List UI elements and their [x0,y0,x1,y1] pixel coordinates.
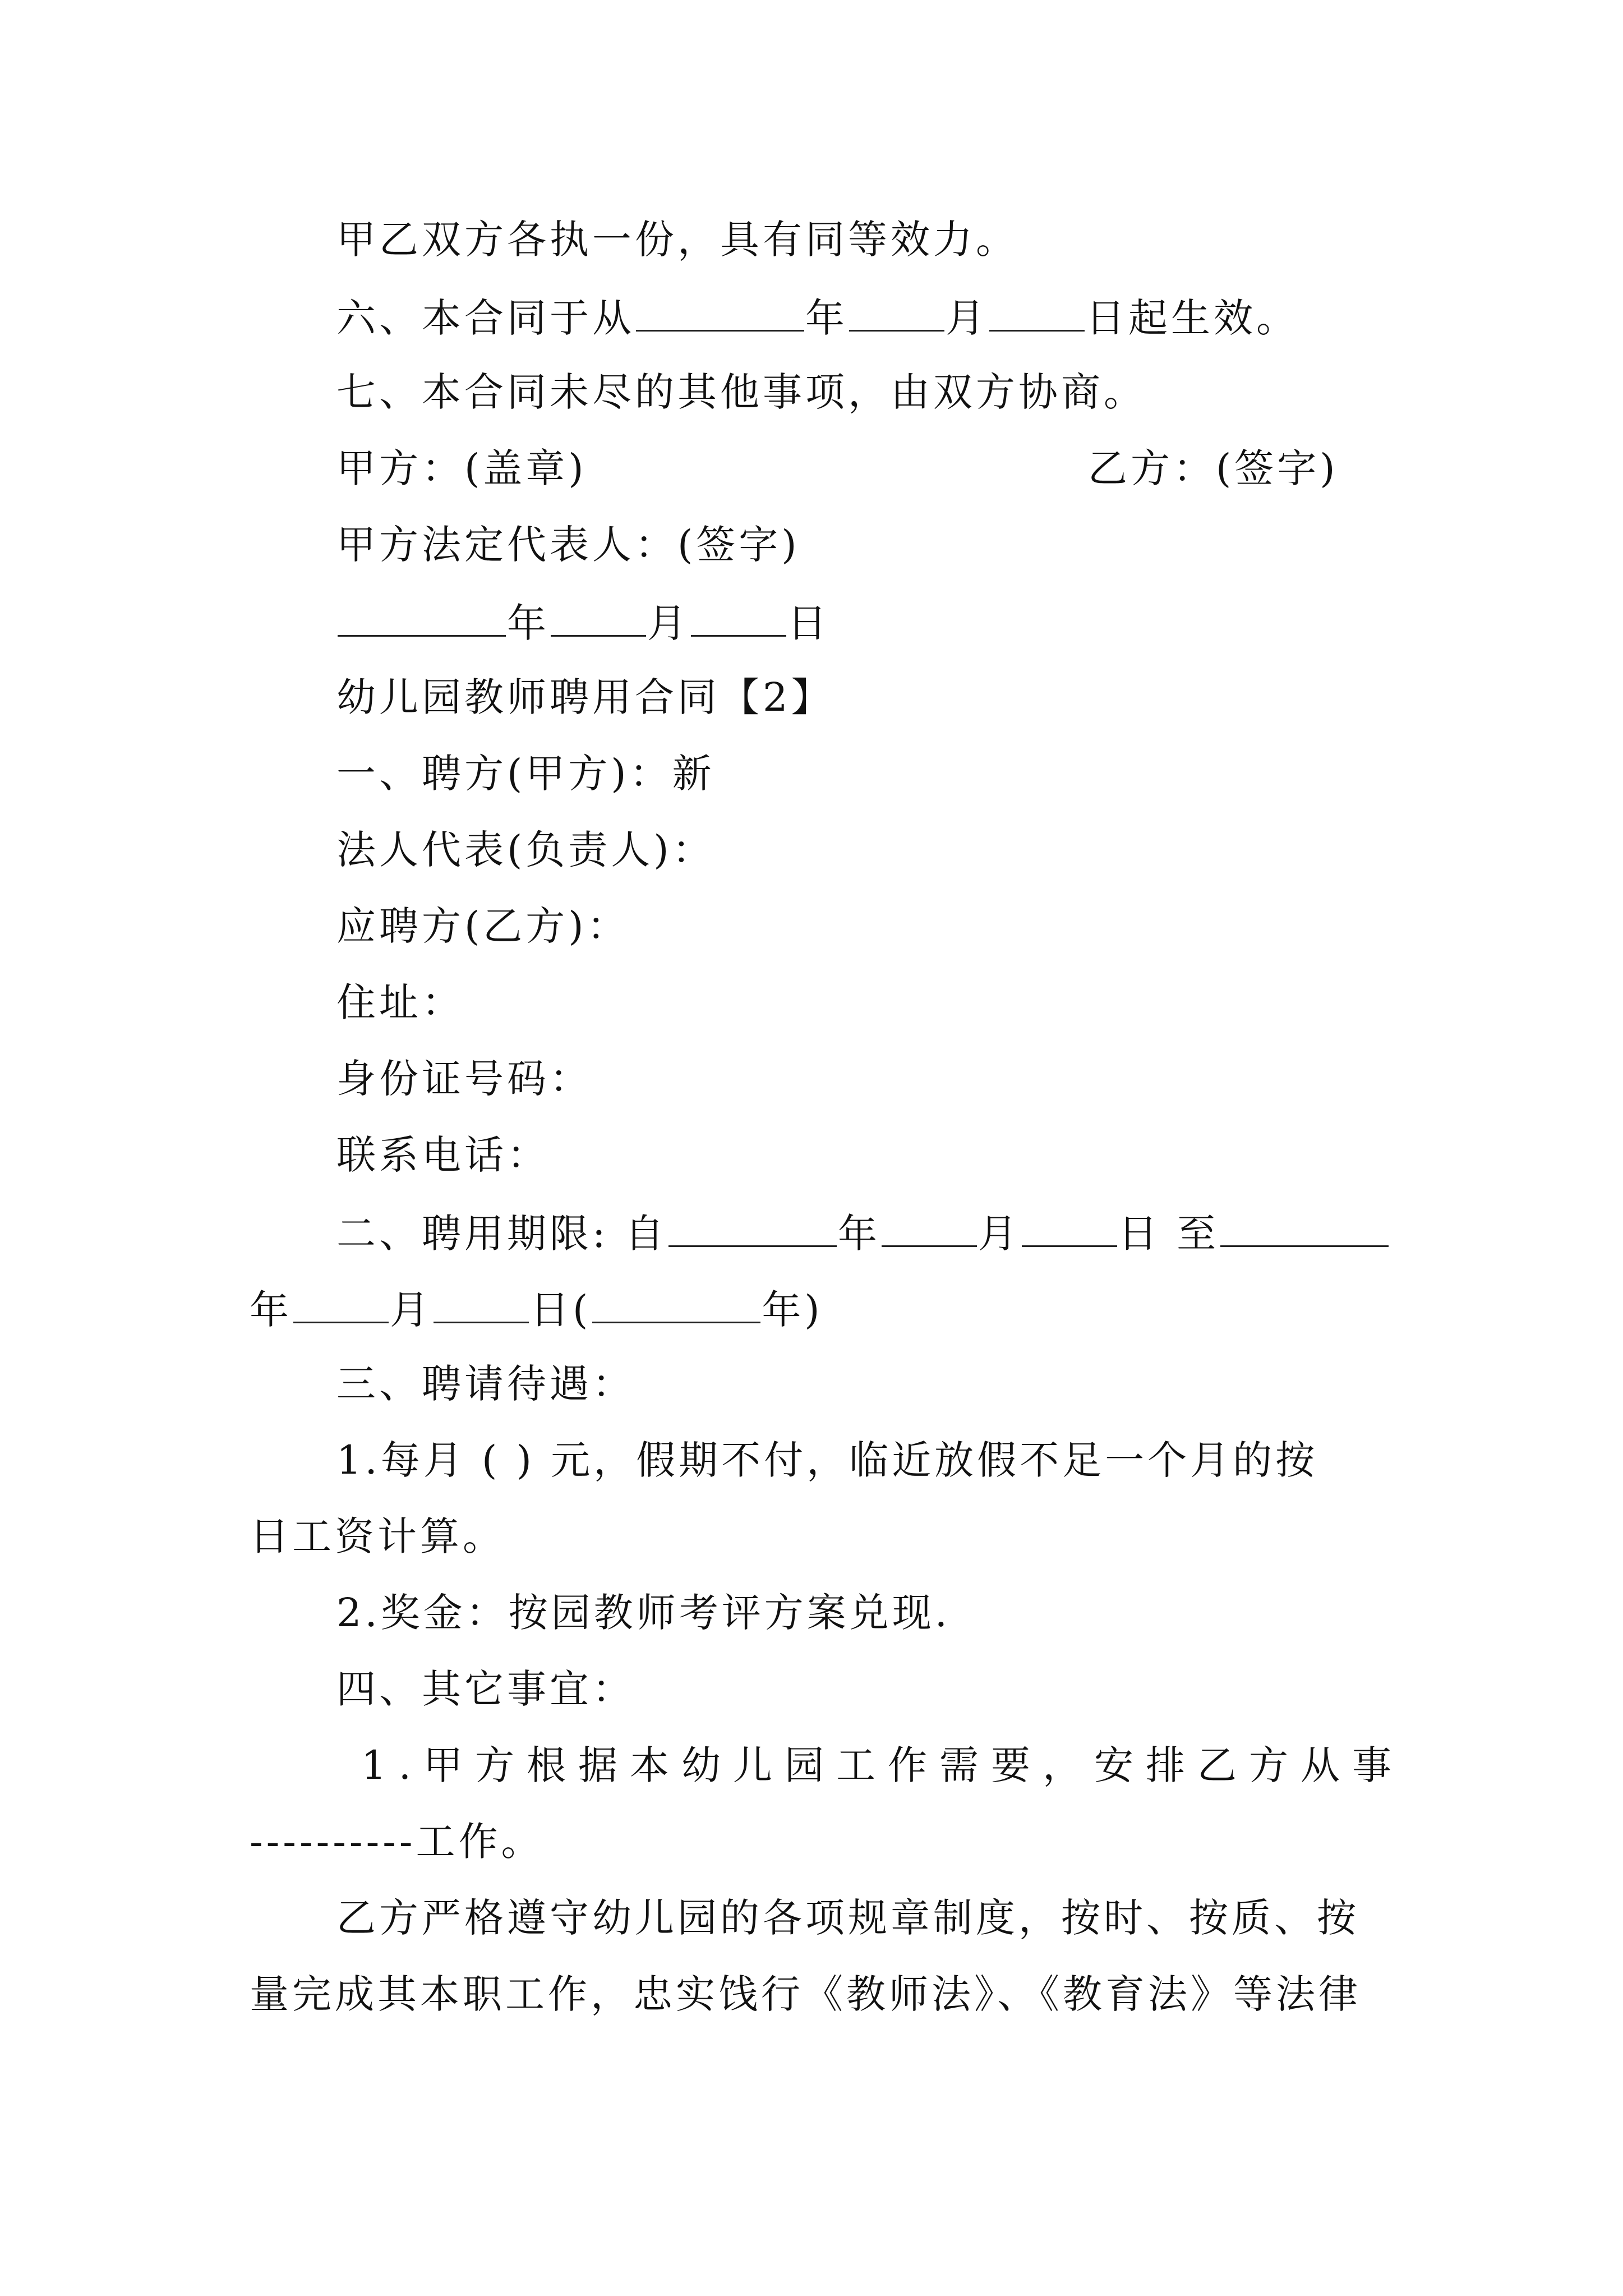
text: 月 [978,1211,1021,1257]
blank-day [691,601,786,637]
blank-month [293,1288,389,1323]
text: 年 [805,295,848,341]
text: 年 [507,600,550,646]
blank-day [989,296,1085,332]
paragraph-line: 应聘方(乙方)： [336,903,630,949]
paragraph-line: 身份证号码： [336,1056,592,1102]
effective-date-line [336,295,1299,341]
text: 日 [787,600,830,646]
signing-date-line [336,600,830,646]
blank-month [551,601,646,637]
blank-month [882,1212,977,1247]
term-line-continued [250,1287,823,1333]
party-a-seal-label: 甲方：(盖章) [336,445,587,491]
legal-rep-sign-label: 甲方法定代表人：(签字) [336,522,800,568]
text: 二、聘用期限: 自 [336,1211,667,1257]
text: 年 [837,1211,880,1257]
paragraph-line: ----------工作。 [250,1819,544,1865]
blank-day [1022,1212,1117,1247]
paragraph-line: 住址： [336,979,464,1025]
text: 月 [390,1287,432,1333]
paragraph-line: 日工资计算。 [250,1513,505,1559]
paragraph-line: 1.每月 ( ) 元，假期不付，临近放假不足一个月的按 [336,1437,1318,1483]
blank-year [1220,1212,1389,1247]
text: 六、本合同于从 [336,295,635,341]
text: 日起生效。 [1086,295,1299,341]
paragraph-line: 量完成其本职工作，忠实饯行《教师法》、《教育法》等法律 [250,1971,1361,2017]
text: 年 [250,1287,292,1333]
paragraph-line: 1.甲方根据本幼儿园工作需要，安排乙方从事 [336,1742,1404,1788]
text: 月 [946,295,988,341]
blank-month [849,296,944,332]
blank-year [636,296,804,332]
blank-years [592,1288,760,1323]
paragraph-line: 法人代表(负责人)： [336,827,715,873]
text: 日( [530,1287,592,1333]
blank-year [338,601,506,637]
text: 日 至 [1118,1211,1220,1257]
contract-title: 幼儿园教师聘用合同【2】 [336,674,834,720]
paragraph-line: 联系电话： [336,1132,550,1178]
paragraph-line: 七、本合同未尽的其他事项，由双方协商。 [336,369,1146,415]
term-line [336,1211,1390,1257]
paragraph-line: 乙方严格遵守幼儿园的各项规章制度，按时、按质、按 [336,1895,1359,1941]
paragraph-line: 一、聘方(甲方)：新 [336,751,715,797]
paragraph-line: 四、其它事宜： [336,1666,635,1712]
paragraph-line: 2.奖金：按园教师考评方案兑现. [336,1590,951,1636]
text: 月 [647,600,690,646]
paragraph-line: 甲乙双方各执一份，具有同等效力。 [336,217,1018,263]
paragraph-line: 三、聘请待遇： [336,1361,635,1407]
blank-year [668,1212,837,1247]
blank-day [434,1288,529,1323]
party-b-sign-label: 乙方：(签字) [1088,445,1339,491]
text: 年) [762,1287,823,1333]
